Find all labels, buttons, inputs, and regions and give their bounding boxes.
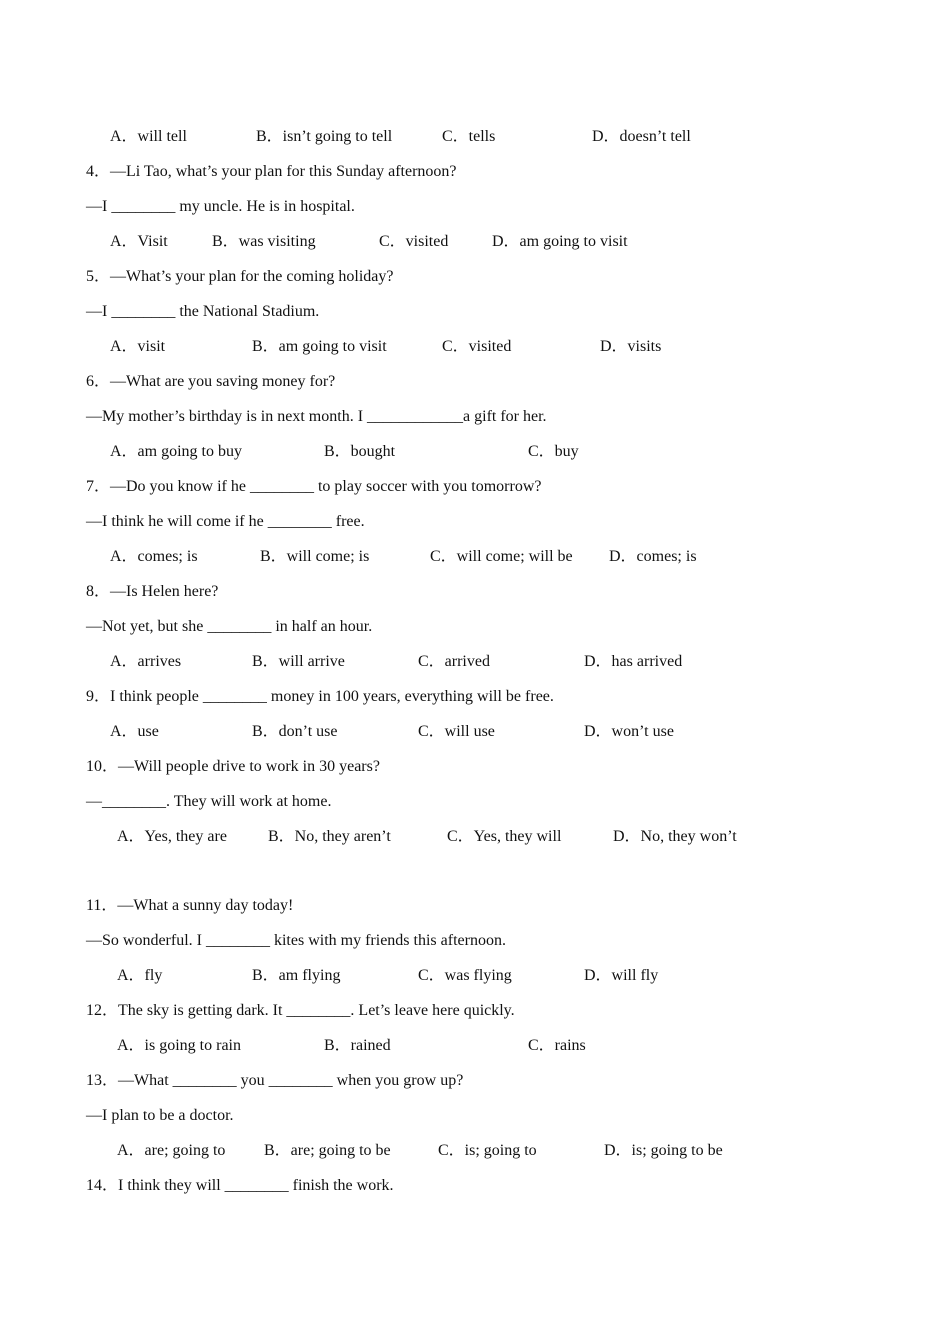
q11-option-d: D．will fly	[584, 967, 659, 984]
q3-option-b: B．isn’t going to tell	[256, 128, 393, 145]
q11-line2: —So wonderful. I ________ kites with my friends this afternoon.	[86, 932, 506, 949]
q4-option-a: A．Visit	[110, 233, 168, 250]
q5-option-a: A．visit	[110, 338, 166, 355]
q7-option-c: C．will come; will be	[430, 548, 573, 565]
q3-option-a: A．will tell	[110, 128, 187, 145]
q3-option-c: C．tells	[442, 128, 496, 145]
q8-stem: 8．—Is Helen here?	[86, 583, 219, 600]
q11-stem: 11．—What a sunny day today!	[86, 897, 294, 914]
q5-option-b: B．am going to visit	[252, 338, 387, 355]
q5-option-d: D．visits	[600, 338, 662, 355]
q13-option-b: B．are; going to be	[264, 1142, 391, 1159]
q8-option-c: C．arrived	[418, 653, 490, 670]
q4-option-b: B．was visiting	[212, 233, 316, 250]
q7-stem: 7．—Do you know if he ________ to play soccer with you tomorrow?	[86, 478, 542, 495]
q9-option-d: D．won’t use	[584, 723, 674, 740]
q9-option-a: A．use	[110, 723, 159, 740]
q8-option-a: A．arrives	[110, 653, 182, 670]
q8-option-d: D．has arrived	[584, 653, 683, 670]
q13-option-d: D．is; going to be	[604, 1142, 723, 1159]
q7-option-b: B．will come; is	[260, 548, 370, 565]
q4-option-d: D．am going to visit	[492, 233, 628, 250]
q10-option-b: B．No, they aren’t	[268, 828, 391, 845]
q5-option-c: C．visited	[442, 338, 512, 355]
q6-stem: 6．—What are you saving money for?	[86, 373, 336, 390]
q13-option-a: A．are; going to	[117, 1142, 226, 1159]
q12-option-c: C．rains	[528, 1037, 586, 1054]
q14-stem: 14．I think they will ________ finish the work.	[86, 1177, 394, 1194]
q12-option-b: B．rained	[324, 1037, 391, 1054]
q13-line2: —I plan to be a doctor.	[86, 1107, 234, 1124]
q5-line2: —I ________ the National Stadium.	[86, 303, 320, 320]
q12-stem: 12．The sky is getting dark. It ________. Let’s leave here quickly.	[86, 1002, 515, 1019]
q6-option-c: C．buy	[528, 443, 579, 460]
q10-option-a: A．Yes, they are	[117, 828, 227, 845]
q9-stem: 9．I think people ________ money in 100 years, everything will be free.	[86, 688, 554, 705]
q6-option-a: A．am going to buy	[110, 443, 242, 460]
q10-stem: 10．—Will people drive to work in 30 years?	[86, 758, 380, 775]
q7-option-d: D．comes; is	[609, 548, 697, 565]
q3-option-d: D．doesn’t tell	[592, 128, 691, 145]
q10-line2: —________. They will work at home.	[86, 793, 332, 810]
q10-option-c: C．Yes, they will	[447, 828, 562, 845]
q10-option-d: D．No, they won’t	[613, 828, 737, 845]
q4-option-c: C．visited	[379, 233, 449, 250]
q6-line2: —My mother’s birthday is in next month. I ____________a gift for her.	[86, 408, 547, 425]
q9-option-c: C．will use	[418, 723, 495, 740]
q6-option-b: B．bought	[324, 443, 396, 460]
q7-option-a: A．comes; is	[110, 548, 198, 565]
q12-option-a: A．is going to rain	[117, 1037, 241, 1054]
q8-line2: —Not yet, but she ________ in half an hour.	[86, 618, 373, 635]
q5-stem: 5．—What’s your plan for the coming holiday?	[86, 268, 394, 285]
q11-option-c: C．was flying	[418, 967, 512, 984]
q7-line2: —I think he will come if he ________ free.	[86, 513, 365, 530]
q11-option-b: B．am flying	[252, 967, 341, 984]
q13-stem: 13．—What ________ you ________ when you grow up?	[86, 1072, 464, 1089]
q9-option-b: B．don’t use	[252, 723, 338, 740]
q4-stem: 4．—Li Tao, what’s your plan for this Sunday afternoon?	[86, 163, 457, 180]
q8-option-b: B．will arrive	[252, 653, 345, 670]
q13-option-c: C．is; going to	[438, 1142, 537, 1159]
q11-option-a: A．fly	[117, 967, 163, 984]
q4-line2: —I ________ my uncle. He is in hospital.	[86, 198, 355, 215]
